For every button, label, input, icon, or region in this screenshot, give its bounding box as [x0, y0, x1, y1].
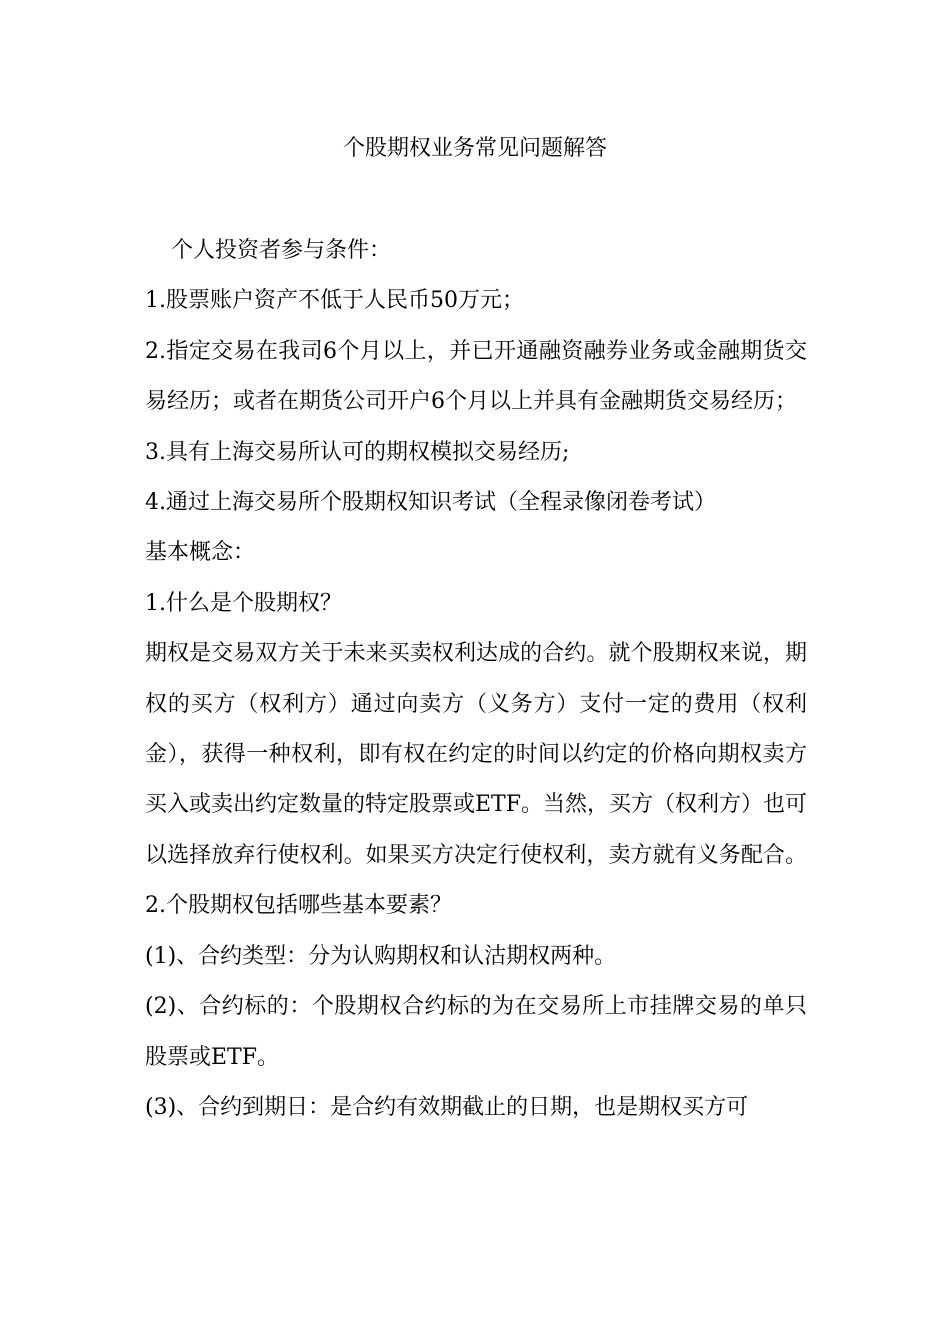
document-title: 个股期权业务常见问题解答: [342, 136, 607, 161]
paragraph-element-3: (3)、合约到期日：是合约有效期截止的日期，也是期权买方可: [145, 1094, 749, 1120]
paragraph-element-2: (2)、合约标的：个股期权合约标的为在交易所上市挂牌交易的单只股票或ETF。: [145, 994, 807, 1070]
paragraph-element-1: (1)、合约类型：分为认购期权和认沽期权两种。: [145, 943, 617, 969]
document-body: [145, 226, 807, 1133]
paragraph-participation-conditions: 个人投资者参与条件：: [171, 238, 392, 263]
paragraph-basic-concepts-heading: 基本概念：: [145, 540, 256, 566]
paragraph-condition-3: 3.具有上海交易所认可的期权模拟交易经历;: [145, 439, 570, 465]
paragraph-condition-2: 2.指定交易在我司6个月以上，并已开通融资融券业务或金融期货交易经历；或者在期货公司开户6个月以上并具有金融期货交易经历；: [145, 338, 807, 415]
paragraph-condition-1: 1.股票账户资产不低于人民币50万元；: [145, 288, 524, 314]
paragraph-answer-1: 期权是交易双方关于未来买卖权利达成的合约。就个股期权来说，期权的买方（权利方）通过向卖方（义务方）支付一定的费用（权利金），获得一种权利，即有权在约定的时间以约定的价格向期权卖方买入或卖出约定数量的特定股票或ETF。当然，买方（权利方）也可以选择放弃行使权利。如果买方决定行使权利，卖方就有义务配合。 2.个股期权包括哪些基本要素？: [145, 641, 808, 919]
paragraph-question-1: 1.什么是个股期权？: [145, 590, 342, 616]
paragraph-condition-4: 4.通过上海交易所个股期权知识考试（全程录像闭卷考试）: [145, 490, 716, 516]
